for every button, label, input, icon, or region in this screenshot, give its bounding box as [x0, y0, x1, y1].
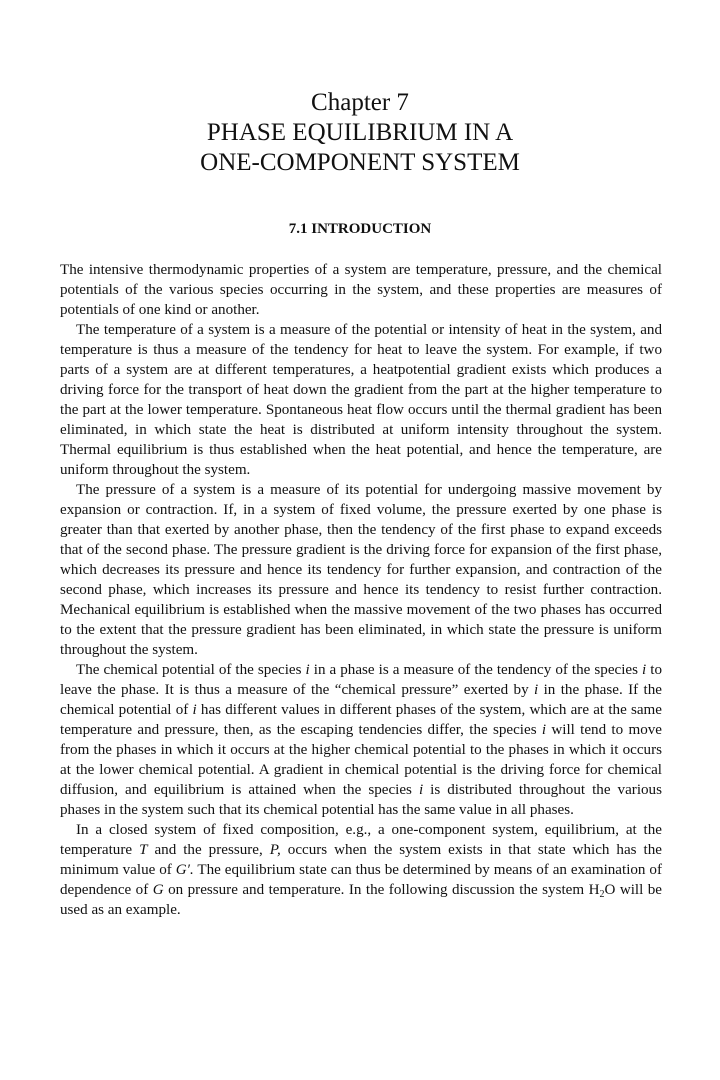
text-run: in the phase. If the chemical potential of [60, 682, 662, 718]
text-run: is distributed throughout the various phases in the system such that its chemical potential has the same value in all phases. [60, 782, 662, 818]
text-run: The equilibrium state can thus be determined by means of an examination of dependence of [60, 862, 662, 898]
chapter-title-line-1: PHASE EQUILIBRIUM IN A [206, 119, 514, 146]
italic-symbol: i [305, 662, 310, 678]
paragraph-1: The intensive thermodynamic properties of a system are temperature, pressure, and the chemical potentials of the various species occurring in the system, and these properties are measures of potentials of one kind or another. [60, 262, 662, 318]
text-run: In a closed system of fixed composition, e.g., a one-component system, equilibrium, at the temperature [60, 822, 662, 858]
section-heading: 7.1 INTRODUCTION [288, 221, 432, 237]
subscript: 2 [599, 889, 605, 900]
paragraph-2: The temperature of a system is a measure of the potential or intensity of heat in the system, and temperature is thus a measure of the tendency for heat to leave the system. For example, if two parts of a system are at different temperatures, a heatpotential gradient exists which produces a driving force for the transport of heat down the gradient from the part at the higher temperature to the part at the lower temperature. Spontaneous heat flow occurs until the thermal gradient has been eliminated, in which state the heat is distributed at uniform intensity throughout the system. Thermal equilibrium is thus established when the heat potential, and hence the temperature, are uniform throughout the system. [60, 322, 662, 478]
italic-symbol: G′. [175, 862, 194, 878]
italic-symbol: G [152, 882, 164, 898]
italic-symbol: T [139, 842, 148, 858]
paragraph-5 [60, 820, 662, 920]
chapter-title-line-2: ONE-COMPONENT SYSTEM [200, 149, 520, 176]
text-run: on pressure and temperature. In the following discussion the system H [163, 882, 600, 898]
body-text [60, 260, 662, 920]
paragraph-4 [60, 660, 662, 820]
text-run: will tend to move from the phases in which it occurs at the higher chemical potential to the phases in which it occurs at the lower chemical potential. A gradient in chemical potential is the driving force for chemical diffusion, and equilibrium is attained when the species [60, 722, 662, 798]
italic-symbol: i [418, 782, 424, 798]
paragraph-3: The pressure of a system is a measure of its potential for undergoing massive movement by expansion or contraction. If, in a system of fixed volume, the pressure exerted by one phase is greater than that exerted by another phase, then the tendency of the first phase to expand exceeds that of the second phase. The pressure gradient is the driving force for expansion of the first phase, which decreases its pressure and hence its tendency for further expansion, and contraction of the second phase, which increases its pressure and hence its tendency to resist further contraction. Mechanical equilibrium is established when the massive movement of the two phases has occurred to the extent that the pressure gradient has been eliminated, in which state the pressure is uniform throughout the system. [60, 482, 662, 658]
chapter-number: Chapter 7 [311, 89, 409, 116]
text-run: O will be used as an example. [60, 882, 662, 918]
italic-symbol: i [534, 682, 539, 698]
text-run: The chemical potential of the species [76, 662, 306, 678]
italic-symbol: P, [269, 842, 281, 858]
text-run: and the pressure, [147, 842, 270, 858]
text-run: to leave the phase. It is thus a measure of the “chemical pressure” exerted by [60, 662, 662, 698]
text-run: has different values in different phases of the system, which are at the same temperature and pressure, then, as the escaping tendencies differ, the species [60, 702, 662, 738]
italic-symbol: i [192, 702, 197, 718]
text-run: in a phase is a measure of the tendency of the species [309, 662, 643, 678]
text-run: occurs when the system exists in that state which has the minimum value of [60, 842, 662, 878]
italic-symbol: i [541, 722, 547, 738]
chapter-heading [0, 88, 720, 178]
italic-symbol: i [642, 662, 647, 678]
